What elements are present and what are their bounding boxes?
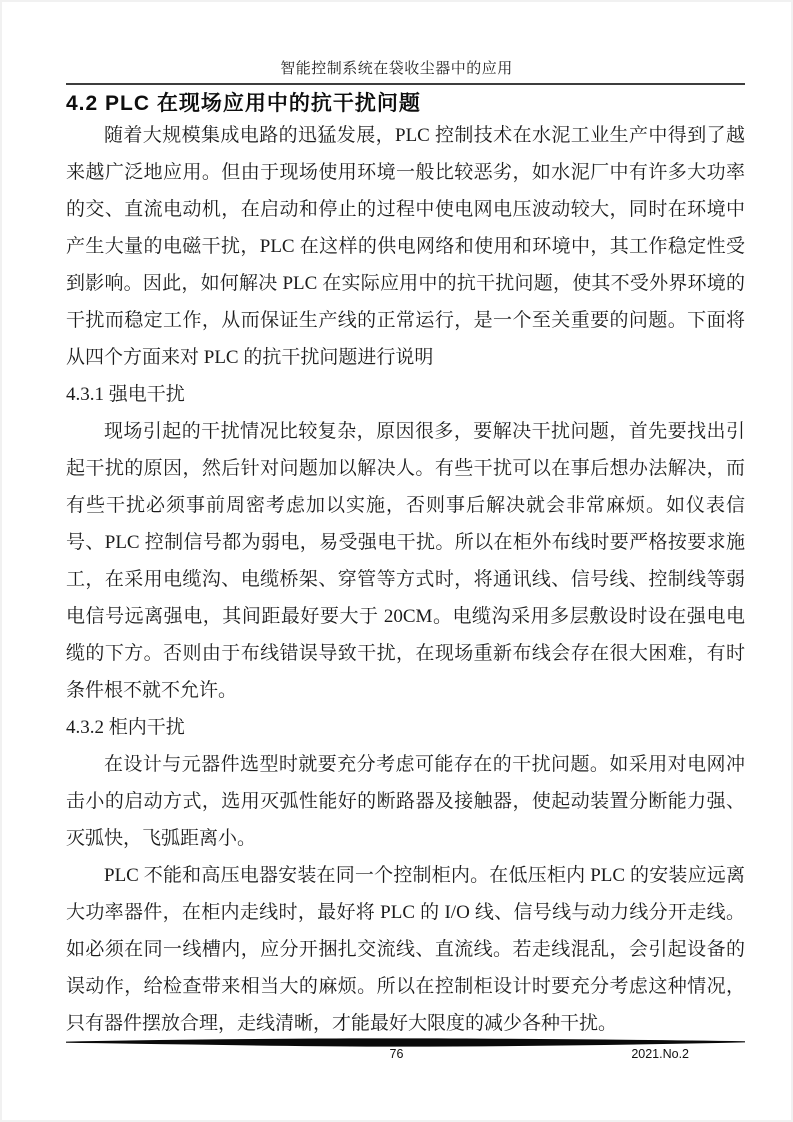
issue-number: 2021.No.2: [631, 1047, 689, 1061]
subsection-4-3-2-paragraph-1: 在设计与元器件选型时就要充分考虑可能存在的干扰问题。如采用对电网冲击小的启动方式，选用灭弧性能好的断路器及接触器，使起动装置分断能力强、灭弧快，飞弧距离小。: [66, 754, 745, 849]
intro-paragraph: 随着大规模集成电路的迅猛发展，PLC 控制技术在水泥工业生产中得到了越来越广泛地应用。但由于现场使用环境一般比较恶劣，如水泥厂中有许多大功率的交、直流电动机，在启动和停止的过程中使电网电压波动较大，同时在环境中产生大量的电磁干扰，PLC 在这样的供电网络和使用和环境中，其工作稳定性受到影响。因此，如何解决 PLC 在实际应用中的抗干扰问题，使其不受外界环境的干扰而稳定工作，从而保证生产线的正常运行，是一个至关重要的问题。下面将从四个方面来对 PLC 的抗干扰问题进行说明: [66, 125, 745, 368]
section-heading: 4.2 PLC 在现场应用中的抗干扰问题: [66, 92, 421, 115]
footer-divider-bar: [66, 1038, 745, 1047]
running-header-title: 智能控制系统在袋收尘器中的应用: [280, 61, 513, 77]
page-number: 76: [389, 1047, 404, 1061]
subsection-4-3-2-heading: 4.3.2 柜内干扰: [66, 717, 185, 738]
document-body: [66, 117, 745, 1042]
subsection-4-3-1-paragraph: 现场引起的干扰情况比较复杂，原因很多，要解决干扰问题，首先要找出引起干扰的原因，然后针对问题加以解决人。有些干扰可以在事后想办法解决，而有些干扰必须事前周密考虑加以实施，否则事后解决就会非常麻烦。如仪表信号、PLC 控制信号都为弱电，易受强电干扰。所以在柜外布线时要严格按要求施工，在采用电缆沟、电缆桥架、穿管等方式时，将通讯线、信号线、控制线等弱电信号远离强电，其间距最好要大于 20CM。电缆沟采用多层敷设时设在强电电缆的下方。否则由于布线错误导致干扰，在现场重新布线会存在很大困难，有时条件根不就不允许。: [66, 421, 745, 701]
header-divider: [66, 83, 745, 85]
subsection-4-3-2-paragraph-2: PLC 不能和高压电器安装在同一个控制柜内。在低压柜内 PLC 的安装应远离大功率器件，在柜内走线时，最好将 PLC 的 I/O 线、信号线与动力线分开走线。如必须在同一线槽内，应分开捆扎交流线、直流线。若走线混乱，会引起设备的误动作，给检查带来相当大的麻烦。所以在控制柜设计时要充分考虑这种情况，只有器件摆放合理，走线清晰，才能最好大限度的减少各种干扰。: [66, 865, 745, 1034]
subsection-4-3-1-heading: 4.3.1 强电干扰: [66, 384, 185, 405]
